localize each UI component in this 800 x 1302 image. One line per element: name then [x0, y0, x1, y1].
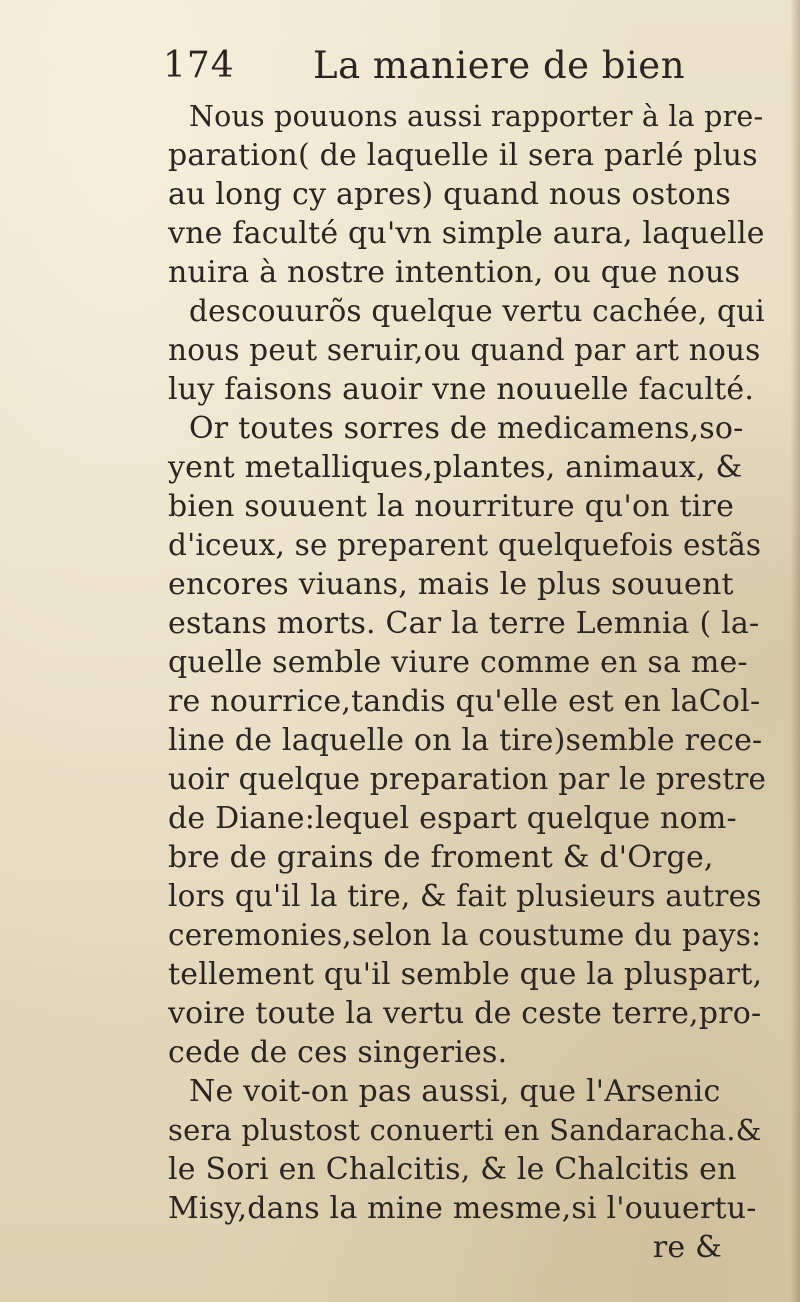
text-line: descouurõs quelque vertu cachée, qui [189, 294, 765, 328]
text-line: bre de grains de froment & d'Orge, [168, 840, 714, 875]
text-line: lors qu'il la tire, & fait plusieurs autres [168, 879, 762, 913]
text-line: bien souuent la nourriture qu'on tire [168, 489, 735, 524]
text-line: de Diane:lequel espart quelque nom- [168, 801, 737, 836]
page-edge-shadow [790, 0, 800, 1302]
text-line: quelle semble viure comme en sa me- [168, 645, 748, 680]
text-line: yent metalliques,plantes, animaux, & [168, 450, 743, 485]
text-line: Ne voit-on pas aussi, que l'Arsenic [189, 1074, 721, 1109]
text-line: nous peut seruir,ou quand par art nous [168, 333, 761, 367]
running-title: La maniere de bien [313, 44, 686, 87]
text-line: line de laquelle on la tire)semble rece- [168, 723, 763, 758]
text-line: estans morts. Car la terre Lemnia ( la- [168, 606, 760, 641]
text-line: d'iceux, se preparent quelquefois estãs [168, 528, 762, 562]
text-line: encores viuans, mais le plus souuent [168, 567, 734, 602]
running-head [163, 40, 703, 92]
text-line: au long cy apres) quand nous ostons [168, 177, 731, 212]
page-number: 174 [163, 45, 235, 86]
text-line: tellement qu'il semble que la pluspart, [168, 957, 763, 992]
text-line: re nourrice,tandis qu'elle est en laCol- [168, 684, 761, 719]
text-line: vne faculté qu'vn simple aura, laquelle [168, 216, 765, 251]
text-line: Or toutes sorres de medicamens,so- [189, 411, 744, 446]
text-line: Misy,dans la mine mesme,si l'ouuertu- [168, 1191, 757, 1226]
text-line: cede de ces singeries. [168, 1035, 508, 1070]
text-line: le Sori en Chalcitis, & le Chalcitis en [168, 1152, 737, 1187]
text-line: sera plustost conuerti en Sandaracha.& [168, 1113, 762, 1147]
catchword: re & [652, 1230, 722, 1265]
text-line: paration( de laquelle il sera parlé plus [168, 138, 758, 173]
text-line: uoir quelque preparation par le prestre [168, 762, 767, 796]
text-line: Nous pouuons aussi rapporter à la pre- [189, 100, 764, 133]
text-line: voire toute la vertu de ceste terre,pro- [168, 996, 762, 1031]
text-line: nuira à nostre intention, ou que nous [168, 255, 741, 290]
text-line: luy faisons auoir vne nouuelle faculté. [168, 372, 755, 407]
text-line: ceremonies,selon la coustume du pays: [168, 918, 762, 952]
